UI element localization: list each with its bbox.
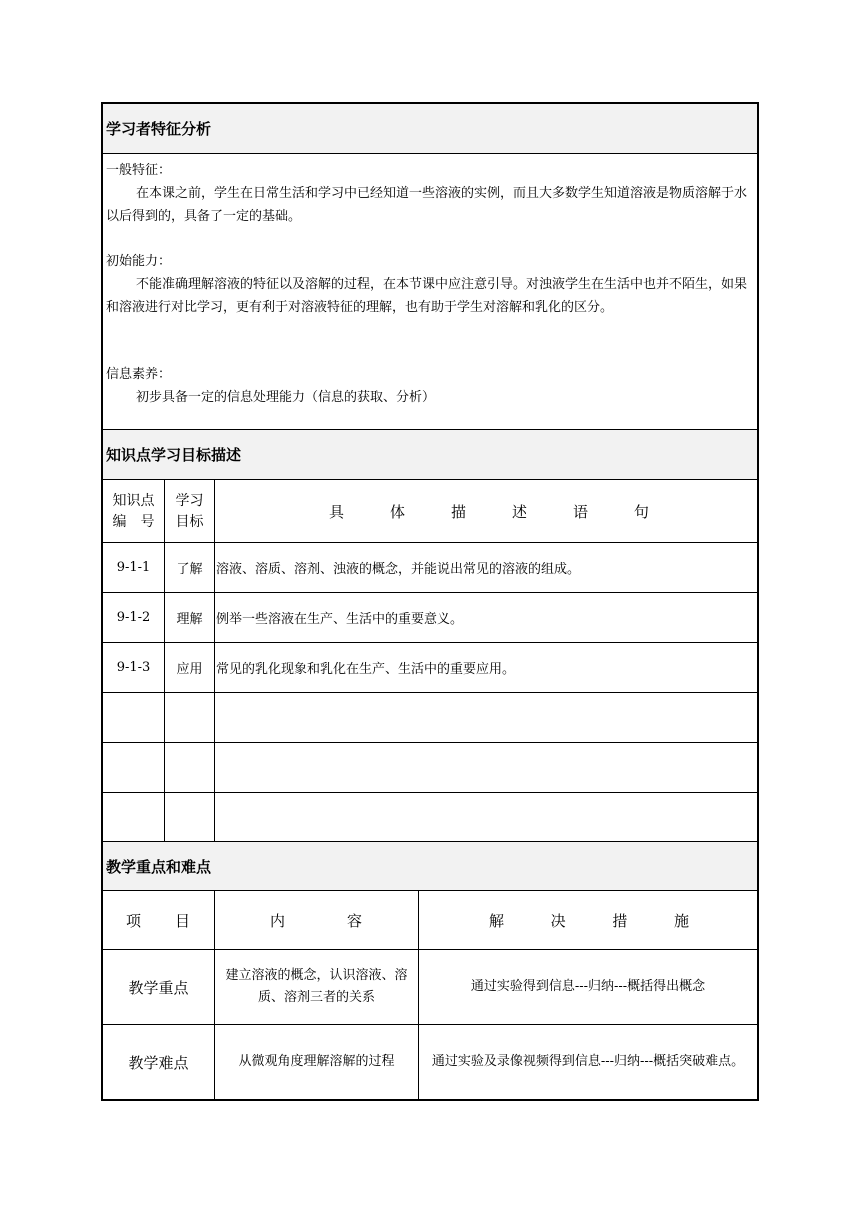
column-header-char: 述	[511, 503, 527, 521]
objective-goal	[165, 693, 214, 742]
divider	[418, 891, 419, 1099]
column-header-char: 体	[389, 503, 405, 521]
column-header-description	[329, 480, 649, 543]
column-header-goal-line2: 目标	[175, 513, 204, 530]
objective-id: 9-1-2	[116, 610, 151, 625]
objective-description	[216, 793, 756, 841]
objective-goal: 了解	[176, 562, 203, 577]
keypoint-content: 建立溶液的概念，认识溶液、溶质、溶剂三者的关系	[225, 968, 408, 1005]
objective-description: 溶液、溶质、溶剂、浊液的概念，并能说出常见的溶液的组成。	[216, 562, 581, 577]
initial-ability-text: 不能准确理解溶液的特征以及溶解的过程，在本节课中应注意引导。对浊液学生在生活中也并不陌生，如果和溶液进行对比学习，更有利于对溶液特征的理解，也有助于学生对溶解和乳化的区分。	[106, 277, 748, 315]
column-header-char: 措	[612, 911, 628, 930]
general-features-text: 在本课之前，学生在日常生活和学习中已经知道一些溶液的实例，而且大多数学生知道溶液是物质溶解于水以后得到的，具备了一定的基础。	[106, 186, 748, 224]
lesson-plan-table	[101, 102, 759, 1101]
objective-id: 9-1-1	[116, 560, 151, 575]
keypoints-title: 教学重点和难点	[106, 857, 212, 876]
column-header-goal	[165, 480, 214, 543]
learner-analysis-header	[103, 104, 757, 154]
initial-ability-label: 初始能力：	[106, 254, 172, 269]
divider	[214, 891, 215, 1099]
info-literacy-text: 初步具备一定的信息处理能力（信息的获取、分析）	[136, 390, 436, 405]
keypoint-item: 教学难点	[128, 1053, 189, 1072]
objectives-header	[103, 430, 757, 480]
objective-id	[103, 743, 164, 792]
objective-id	[103, 693, 164, 742]
column-header-char: 项	[126, 911, 142, 930]
objective-description: 例举一些溶液在生产、生活中的重要意义。	[216, 612, 464, 627]
keypoint-item: 教学重点	[128, 978, 189, 997]
column-header-char: 内	[270, 911, 286, 930]
column-header-char: 解	[489, 911, 505, 930]
objective-goal: 应用	[176, 662, 203, 677]
column-header-char: 容	[346, 911, 362, 930]
column-header-item	[126, 891, 190, 949]
column-header-char: 语	[572, 503, 588, 521]
objectives-title: 知识点学习目标描述	[106, 446, 242, 464]
keypoint-solution: 通过实验得到信息---归纳---概括得出概念	[470, 979, 706, 994]
learner-analysis-title: 学习者特征分析	[106, 120, 212, 138]
objective-description	[216, 743, 756, 792]
column-header-solution	[489, 891, 689, 949]
keypoint-solution: 通过实验及录像视频得到信息---归纳---概括突破难点。	[431, 1054, 745, 1069]
column-header-char: 施	[673, 911, 689, 930]
column-header-char: 描	[450, 503, 466, 521]
column-header-char: 决	[550, 911, 566, 930]
objective-id	[103, 793, 164, 841]
general-features-label: 一般特征：	[106, 163, 172, 178]
keypoint-content: 从微观角度理解溶解的过程	[238, 1054, 395, 1069]
column-header-char: 句	[633, 503, 649, 521]
objective-description	[216, 693, 756, 742]
objective-id: 9-1-3	[116, 660, 151, 675]
column-header-content	[270, 891, 362, 949]
keypoints-header	[103, 842, 757, 891]
objective-goal	[165, 793, 214, 841]
column-header-char: 目	[174, 911, 190, 930]
divider	[214, 480, 215, 841]
objective-goal: 理解	[176, 612, 203, 627]
column-header-point-id-line2: 编 号	[112, 513, 155, 530]
column-header-point-id-line1: 知识点	[112, 492, 155, 509]
divider	[164, 480, 165, 841]
objective-goal	[165, 743, 214, 792]
objective-description: 常见的乳化现象和乳化在生产、生活中的重要应用。	[216, 662, 516, 677]
column-header-point-id	[103, 480, 164, 543]
column-header-goal-line1: 学习	[175, 492, 204, 509]
info-literacy-label: 信息素养：	[106, 367, 172, 382]
column-header-char: 具	[329, 503, 345, 521]
